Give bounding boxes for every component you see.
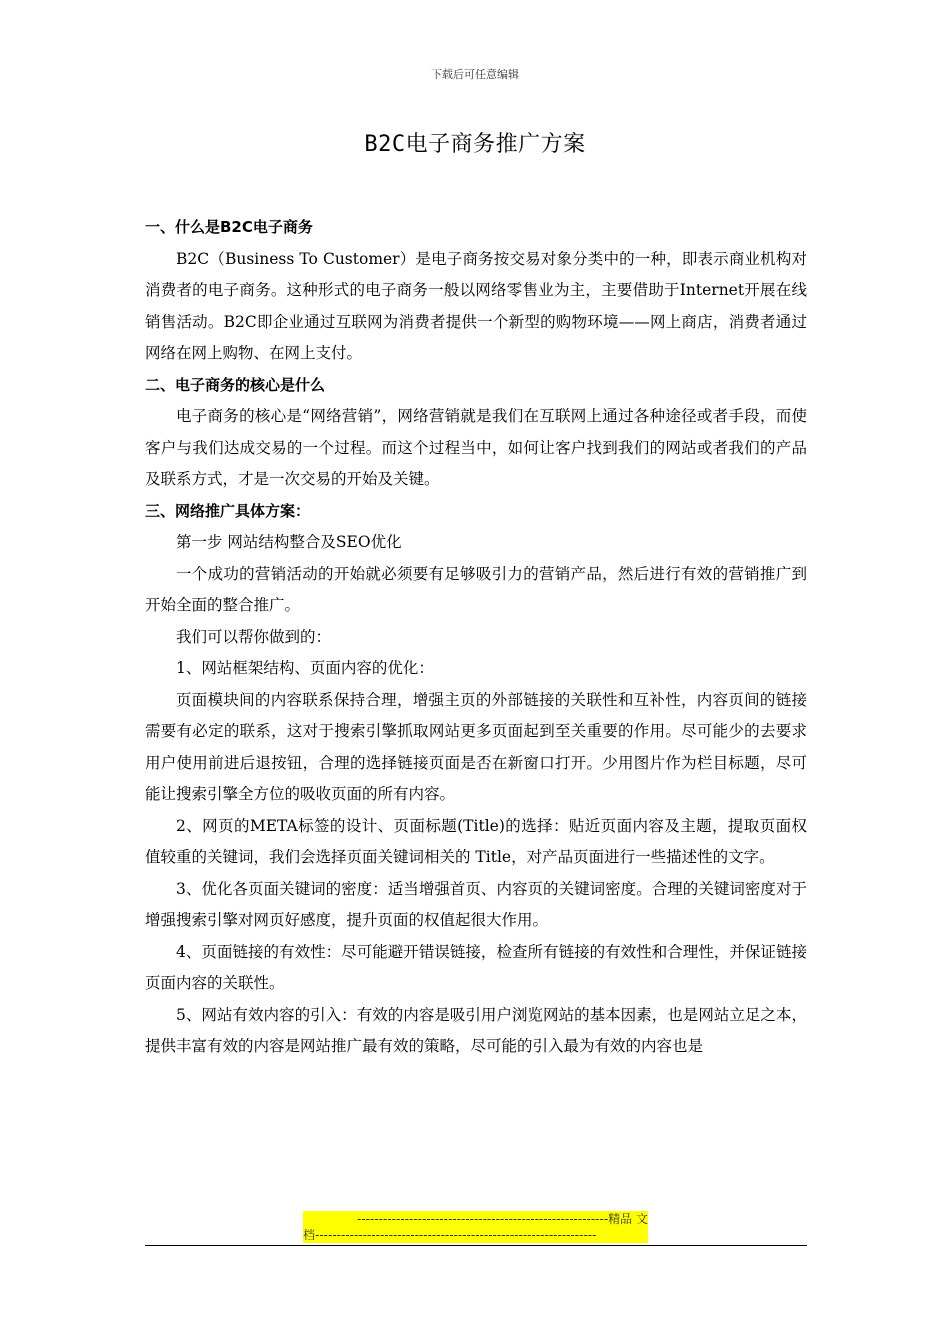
paragraph-step-one: 第一步 网站结构整合及SEO优化	[176, 533, 402, 551]
document-body	[145, 212, 807, 1063]
section-heading-2: 二、电子商务的核心是什么	[145, 375, 326, 394]
section-heading-1: 一、什么是B2C电子商务	[145, 218, 313, 236]
list-item-2: 2、网页的META标签的设计、页面标题(Title)的选择：贴近页面内容及主题，提取页面权值较重的关键词，我们会选择页面关键词相关的 Title，对产品页面进行一些描述性的文字。	[145, 816, 807, 866]
paragraph-core: 电子商务的核心是“网络营销”，网络营销就是我们在互联网上通过各种途径或者手段，而使客户与我们达成交易的一个过程。而这个过程当中，如何让客户找到我们的网站或者我们的产品及联系方式，才是一次交易的开始及关键。	[145, 407, 807, 488]
section-heading-3: 三、网络推广具体方案：	[145, 501, 311, 520]
paragraph-we-can-help: 我们可以帮你做到的：	[176, 627, 332, 646]
paragraph-module-links: 页面模块间的内容联系保持合理，增强主页的外部链接的关联性和互补性，内容页间的链接需要有必定的联系，这对于搜索引擎抓取网站更多页面起到至关重要的作用。尽可能少的去要求用户使用前进后退按钮，合理的选择链接页面是否在新窗口打开。少用图片作为栏目标题，尽可能让搜索引擎全方位的吸收页面的所有内容。	[145, 690, 807, 803]
footer-banner-line2: 档-----------------------------------------------------------------	[303, 1228, 597, 1242]
paragraph-marketing-start: 一个成功的营销活动的开始就必须要有足够吸引力的营销产品，然后进行有效的营销推广到开始全面的整合推广。	[145, 564, 807, 614]
paragraph-b2c-definition: B2C（Business To Customer）是电子商务按交易对象分类中的一种，即表示商业机构对消费者的电子商务。这种形式的电子商务一般以网络零售业为主，主要借助于Internet开展在线销售活动。B2C即企业通过互联网为消费者提供一个新型的购物环境——网上商店，消费者通过网络在网上购物、在网上支付。	[145, 249, 807, 362]
footer-banner	[303, 1211, 648, 1243]
list-item-4: 4、页面链接的有效性：尽可能避开错误链接，检查所有链接的有效性和合理性，并保证链接页面内容的关联性。	[145, 942, 807, 992]
footer-divider	[145, 1245, 807, 1246]
document-title: B2C电子商务推广方案	[364, 132, 586, 157]
header-note: 下载后可任意编辑	[431, 68, 519, 81]
list-item-1-title: 1、网站框架结构、页面内容的优化：	[176, 659, 434, 677]
list-item-5: 5、网站有效内容的引入：有效的内容是吸引用户浏览网站的基本因素，也是网站立足之本，提供丰富有效的内容是网站推广最有效的策略，尽可能的引入最为有效的内容也是	[145, 1005, 807, 1055]
footer-banner-line1: ----------------------------------------------------------精品 文	[357, 1212, 648, 1226]
list-item-3: 3、优化各页面关键词的密度：适当增强首页、内容页的关键词密度。合理的关键词密度对于增强搜索引擎对网页好感度，提升页面的权值起很大作用。	[145, 879, 807, 929]
